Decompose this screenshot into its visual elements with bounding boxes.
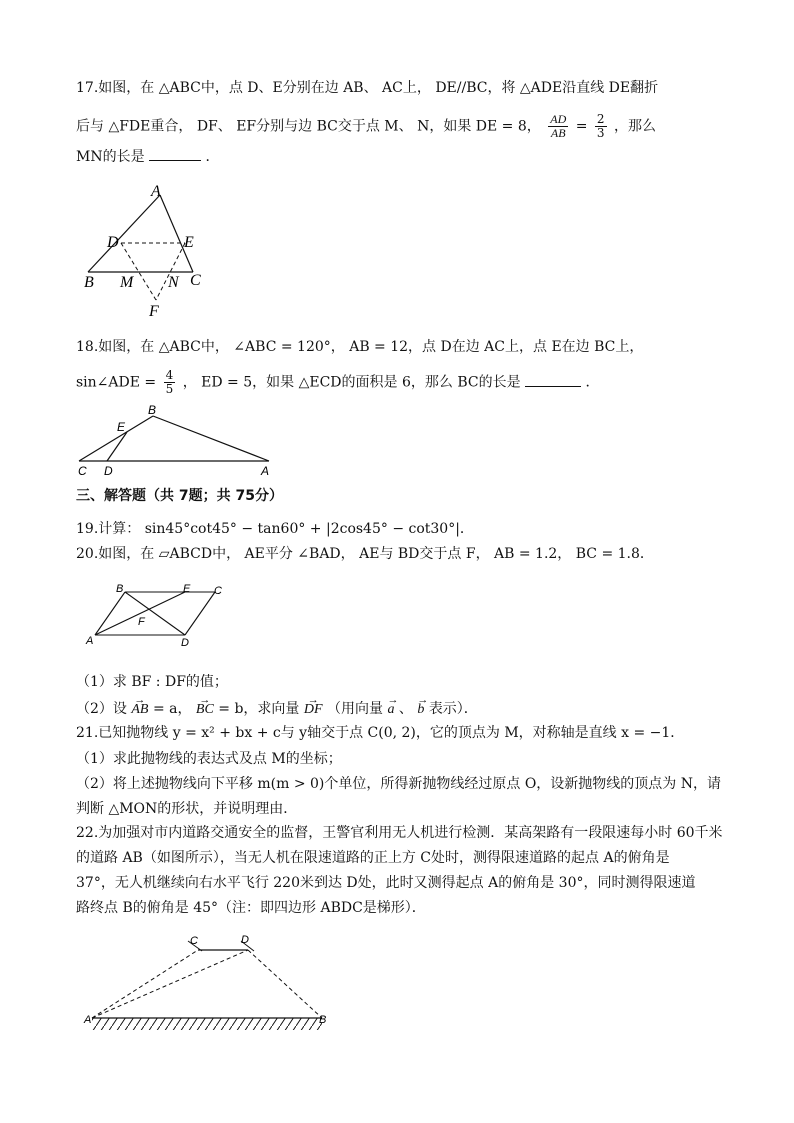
q18-figure	[74, 400, 284, 480]
q17-frac-den: AB	[550, 126, 566, 140]
q18-label-b: B	[148, 403, 157, 417]
q17-line3	[76, 146, 220, 167]
q20-sub2-pre: （2）设	[76, 701, 127, 717]
q20-vector-ab: → AB	[131, 700, 148, 720]
q17-figure	[80, 182, 220, 322]
q21-sub2-line2: 判断 △MON的形状，并说明理由．	[76, 801, 298, 817]
q22-label-c: C	[190, 935, 198, 947]
q17-label-e: E	[184, 234, 194, 251]
q20-label-a: A	[86, 635, 94, 647]
q17-label-f: F	[149, 303, 159, 320]
q17-line2-pre: 后与 △FDE重合， DF、 EF分别与边 BC交于点 M、 N，如果 DE = 8，	[76, 118, 541, 135]
q17-fraction-2-3	[595, 113, 607, 140]
q20-label-d: D	[181, 637, 189, 649]
q18-label-d: D	[104, 464, 113, 478]
q19-text: 19.计算： sin45°cot45° − tan60° + |2cos45° − cot30°|．	[76, 521, 474, 537]
q18-frac-den: 5	[165, 382, 174, 396]
q17-label-b: B	[84, 274, 94, 291]
q20-label-e: E	[183, 583, 191, 595]
q17-line1: 17.如图，在 △ABC中，点 D、E分别在边 AB、 AC上， DE//BC，将 △ADE沿直线 DE翻折	[76, 80, 659, 96]
q17-label-d: D	[107, 234, 119, 251]
q21-sub1: （1）求此抛物线的表达式及点 M的坐标；	[76, 751, 342, 767]
q20-vector-b: → b	[417, 700, 424, 720]
q18-line1: 18.如图，在 △ABC中， ∠ABC = 120°， AB = 12，点 D在边 AC上，点 E在边 BC上，	[76, 339, 644, 355]
q20-label-f: F	[138, 616, 145, 628]
q22-line4: 路终点 B的俯角是 45°（注：即四边形 ABDC是梯形）．	[76, 900, 426, 916]
q22-ground-hatch	[92, 1018, 322, 1030]
q17-line3-pre: MN的长是	[76, 149, 145, 165]
q20-sub2-mid: （用向量	[327, 701, 383, 717]
q20-sep: 、	[398, 701, 413, 717]
q22-line3: 37°，无人机继续向右水平飞行 220米到达 D处，此时又测得起点 A的俯角是 30°，同时测得限速道	[76, 875, 696, 891]
q17-frac2-den: 3	[596, 126, 605, 140]
q20-figure	[80, 580, 230, 650]
q22-label-b: B	[319, 1014, 327, 1026]
q20-eq-a: = a，	[152, 701, 192, 717]
q20-vector-a: → a	[387, 700, 394, 720]
q22-line1: 22.为加强对市内道路交通安全的监督，王警官利用无人机进行检测．某高架路有一段限速每小时 60千米	[76, 825, 723, 841]
q17-label-m: M	[120, 274, 134, 291]
q17-line3-post: ．	[205, 149, 220, 165]
q22-label-d: D	[241, 934, 249, 946]
q17-line2-post: ，那么	[613, 118, 656, 135]
q18-answer-blank[interactable]	[525, 372, 581, 387]
q20-sub2-end: 表示）．	[428, 701, 478, 717]
q20-sub1: （1）求 BF : DF的值；	[76, 674, 228, 690]
q18-line2-post: ， ED = 5，如果 △ECD的面积是 6，那么 BC的长是	[182, 374, 521, 391]
q18-line2	[76, 369, 599, 396]
q21-sub2-line1: （2）将上述抛物线向下平移 m(m > 0)个单位，所得新抛物线经过原点 O，设新抛物线的顶点为 N，请	[76, 776, 721, 792]
q17-answer-blank[interactable]	[149, 146, 201, 161]
q20-eq-b: = b，求向量	[218, 701, 300, 717]
q17-frac-eq: =	[575, 118, 588, 135]
q17-label-a: A	[151, 183, 161, 200]
q17-line2	[76, 113, 656, 140]
q17-fraction-ad-ab	[548, 113, 568, 140]
q22-figure	[80, 930, 350, 1040]
q17-frac-num: AD	[550, 112, 567, 126]
q18-fraction-4-5	[164, 369, 176, 396]
q17-frac2-num: 2	[596, 112, 605, 126]
q20-line1: 20.如图，在 ▱ABCD中， AE平分 ∠BAD， AE与 BD交于点 F， AB = 1.2， BC = 1.8．	[76, 546, 654, 562]
q18-label-c: C	[78, 464, 87, 478]
q20-sub2	[76, 699, 478, 720]
section-heading: 三、解答题（共 7题；共 75分）	[76, 488, 283, 504]
q20-vector-df: → DF	[304, 700, 323, 720]
q17-label-c: C	[190, 272, 201, 289]
q22-line2: 的道路 AB（如图所示），当无人机在限速道路的正上方 C处时，测得限速道路的起点 A的俯角是	[76, 850, 670, 866]
q18-label-e: E	[117, 420, 126, 434]
q17-label-n: N	[168, 274, 179, 291]
q20-label-c: C	[214, 585, 222, 597]
q22-label-a: A	[84, 1014, 92, 1026]
q21-line1: 21.已知抛物线 y = x² + bx + c与 y轴交于点 C(0, 2)，它的顶点为 M，对称轴是直线 x = −1．	[76, 725, 685, 741]
q20-label-b: B	[116, 583, 124, 595]
q18-frac-num: 4	[165, 368, 174, 382]
q20-vector-bc: → BC	[196, 700, 214, 720]
q18-line2-end: ．	[585, 374, 600, 391]
q18-label-a: A	[261, 464, 270, 478]
q18-line2-pre: sin∠ADE =	[76, 374, 157, 391]
